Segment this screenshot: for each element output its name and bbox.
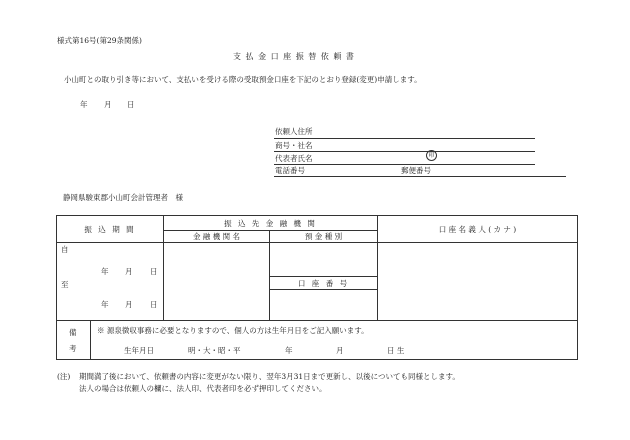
period-header: 振 込 期 間: [57, 216, 164, 243]
address-label: 依頼人住所: [275, 127, 313, 136]
page-title: 支 払 金 口 座 振 替 依 頼 書: [233, 52, 355, 61]
phone-line: [274, 176, 566, 177]
notes-divider: [90, 321, 91, 359]
date-year: 年: [80, 100, 88, 109]
notes-label-2: 考: [69, 344, 77, 353]
period-cell: [57, 243, 164, 321]
to-month: 月: [125, 300, 133, 309]
seal-mark: 印: [426, 150, 437, 161]
account-no-header: 口 座 番 号: [270, 277, 378, 289]
to-day: 日: [150, 300, 158, 309]
rep-label: 代表者氏名: [275, 154, 313, 163]
birth-year: 年: [285, 346, 293, 355]
bank-name-cell[interactable]: [164, 243, 270, 321]
holder-header: 口 座 名 義 人 ( カ ナ ): [378, 216, 578, 243]
account-holder-cell[interactable]: [378, 243, 578, 321]
account-no-cell[interactable]: [270, 289, 378, 320]
from-label: 自: [61, 245, 69, 254]
address-line: [274, 138, 535, 139]
footnote-line-1: 期間満了後において、依頼書の内容に変更がない限り、翌年3月31日まで更新し、以後についても同様とします。: [79, 372, 460, 381]
date-month: 月: [104, 100, 112, 109]
rep-line: [274, 164, 535, 165]
to-label: 至: [61, 280, 69, 289]
to-year: 年: [101, 300, 109, 309]
from-month: 月: [125, 267, 133, 276]
footnote-line-2: 法人の場合は依頼人の欄に、法人印、代表者印を必ず押印してください。: [79, 384, 327, 393]
birth-day: 日 生: [387, 346, 405, 355]
transfer-table: [56, 215, 578, 360]
from-year: 年: [101, 267, 109, 276]
birth-label: 生年月日: [124, 346, 154, 355]
notes-text: ※ 源泉徴収事務に必要となりますので、個人の方は生年月日をご記入願います。: [97, 326, 369, 335]
phone-label: 電話番号: [275, 166, 305, 175]
dest-header: 振 込 先 金 融 機 関: [164, 216, 378, 231]
postal-label: 郵便番号: [401, 166, 431, 175]
date-day: 日: [127, 100, 135, 109]
addressee: 静岡県駿東郡小山町会計管理者 様: [63, 193, 183, 202]
birth-month: 月: [336, 346, 344, 355]
notes-cell: [57, 321, 578, 360]
deposit-type-header: 預 金 種 別: [270, 231, 378, 243]
company-label: 商号・社名: [275, 141, 313, 150]
bank-name-header: 金 融 機 関 名: [164, 231, 270, 243]
notes-label-1: 備: [69, 328, 77, 337]
birth-eras: 明・大・昭・平: [188, 346, 241, 355]
from-day: 日: [150, 267, 158, 276]
deposit-type-cell[interactable]: [270, 243, 378, 277]
company-line: [274, 151, 535, 152]
footnote-label: (注): [57, 372, 71, 381]
form-number: 様式第16号(第29条関係): [57, 36, 142, 45]
intro-text: 小山町との取り引き等において、支払いを受ける際の受取預金口座を下記のとおり登録(変更)申請します。: [64, 75, 422, 84]
